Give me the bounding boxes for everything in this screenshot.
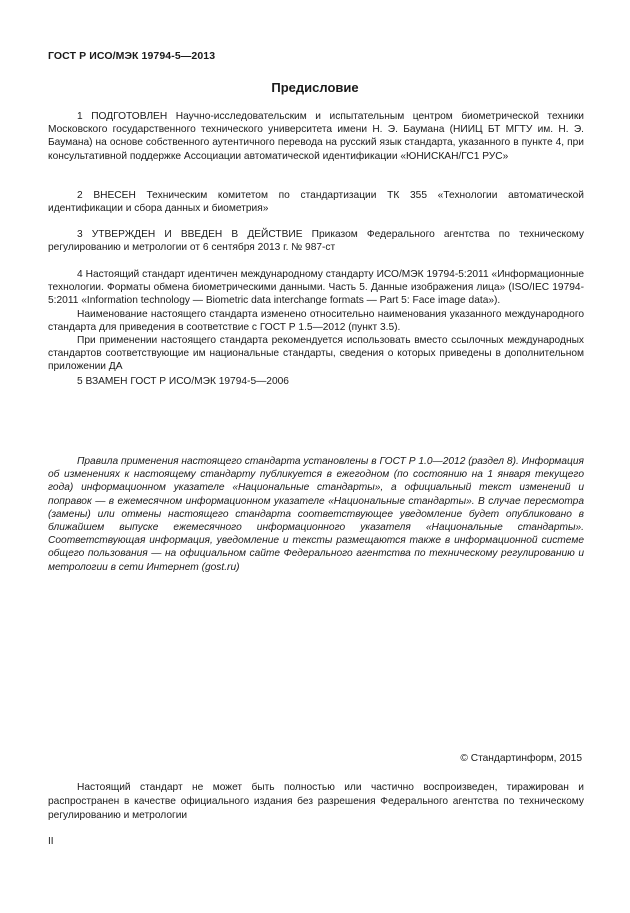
application-rules-note [48, 455, 584, 574]
section-5 [48, 375, 584, 388]
page-number: II [48, 836, 54, 847]
copyright: © Стандартинформ, 2015 [460, 753, 582, 764]
application-rules-text: Правила применения настоящего стандарта установлены в ГОСТ Р 1.0—2012 (раздел 8). Информация об изменениях к настоящему стандарту публикуется в ежегодном (по состоянию на 1 января текущего года) информационном указателе «Национальные стандарты», а официальный текст изменений и поправок — в ежемесячном информационном указателе «Национальные стандарты». В случае пересмотра (замены) или отмены настоящего стандарта соответствующее уведомление будет опубликовано в ближайшем выпуске ежемесячного информационного указателя «Национальные стандарты». Соответствующая информация, уведомление и тексты размещаются также в информационной системе общего пользования — на официальном сайте Федерального агентства по техническому регулированию и метрологии в сети Интернет (gost.ru) [48, 456, 584, 573]
section-4-text: 4 Настоящий стандарт идентичен международному стандарту ИСО/МЭК 19794-5:2011 «Информационные технологии. Форматы обмена биометрическими данными. Часть 5. Данные изображения лица» (ISO/IEC 19794-5:2011 «Information technology — Biometric data interchange formats — Part 5: Face image data»). [48, 269, 584, 307]
section-2 [48, 189, 584, 215]
reproduction-notice-text: Настоящий стандарт не может быть полностью или частично воспроизведен, тиражирован и распространен в качестве официального издания без разрешения Федерального агентства по техническому регулированию и метрологии [48, 782, 584, 821]
section-4-references-note: При применении настоящего стандарта рекомендуется использовать вместо ссылочных международных стандартов соответствующие им национальные стандарты, сведения о которых приведены в дополнительном приложении ДА [48, 335, 584, 373]
section-4-naming-note: Наименование настоящего стандарта изменено относительно наименования указанного международного стандарта для приведения в соответствие с ГОСТ Р 1.5—2012 (пункт 3.5). [48, 308, 584, 333]
reproduction-notice [48, 781, 584, 823]
section-1 [48, 110, 584, 163]
document-header: ГОСТ Р ИСО/МЭК 19794-5—2013 [48, 50, 216, 62]
page-title: Предисловие [271, 80, 359, 95]
section-1-text: 1 ПОДГОТОВЛЕН Научно-исследовательским и испытательным центром биометрической техники Московского государственного технического университета имени Н. Э. Баумана (НИИЦ БТ МГТУ им. Н. Э. Баумана) на основе собственного аутентичного перевода на русский язык стандарта, указанного в пункте 4, при консультативной поддержке Ассоциации автоматической идентификации «ЮНИСКАН/ГС1 РУС» [48, 111, 584, 162]
section-3 [48, 228, 584, 254]
section-2-text: 2 ВНЕСЕН Техническим комитетом по стандартизации ТК 355 «Технологии автоматической идентификации и сбора данных и биометрия» [48, 190, 584, 215]
section-4 [48, 268, 584, 374]
section-5-text: 5 ВЗАМЕН ГОСТ Р ИСО/МЭК 19794-5—2006 [77, 376, 289, 387]
section-3-text: 3 УТВЕРЖДЕН И ВВЕДЕН В ДЕЙСТВИЕ Приказом Федерального агентства по техническому регулированию и метрологии от 6 сентября 2013 г. № 987-ст [48, 229, 584, 254]
